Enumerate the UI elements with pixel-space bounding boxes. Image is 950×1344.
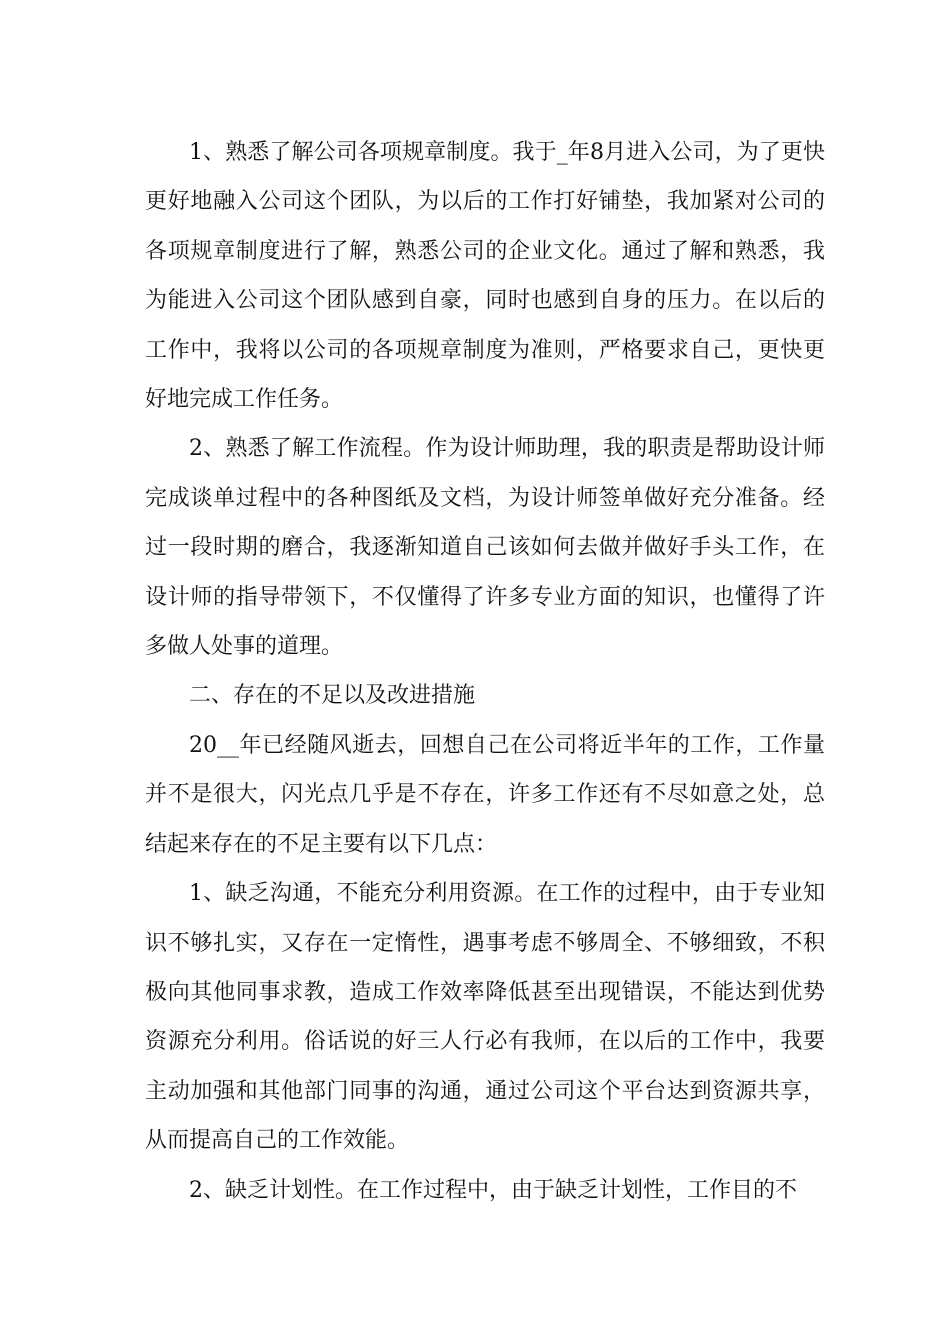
section-heading-shortcomings: 二、存在的不足以及改进措施	[189, 683, 476, 709]
paragraph-lack-communication: 1、缺乏沟通，不能充分利用资源。在工作的过程中，由于专业知识不够扎实，又存在一定惰性，遇事考虑不够周全、不够细致，不积极向其他同事求教，造成工作效率降低甚至出现错误，不能达到优势资源充分利用。俗话说的好三人行必有我师，在以后的工作中，我要主动加强和其他部门同事的沟通，通过公司这个平台达到资源共享，从而提高自己的工作效能。	[145, 881, 825, 1154]
paragraph-year-review: 20__年已经随风逝去，回想自己在公司将近半年的工作，工作量并不是很大，闪光点几乎是不存在，许多工作还有不尽如意之处，总结起来存在的不足主要有以下几点：	[145, 732, 825, 857]
document-body	[145, 128, 825, 1215]
paragraph-familiar-rules: 1、熟悉了解公司各项规章制度。我于_年8月进入公司，为了更快更好地融入公司这个团队，为以后的工作打好铺垫，我加紧对公司的各项规章制度进行了解，熟悉公司的企业文化。通过了解和熟悉，我为能进入公司这个团队感到自豪，同时也感到自身的压力。在以后的工作中，我将以公司的各项规章制度为准则，严格要求自己，更快更好地完成工作任务。	[145, 140, 825, 413]
paragraph-familiar-workflow: 2、熟悉了解工作流程。作为设计师助理，我的职责是帮助设计师完成谈单过程中的各种图纸及文档，为设计师签单做好充分准备。经过一段时期的磨合，我逐渐知道自己该如何去做并做好手头工作，在设计师的指导带领下，不仅懂得了许多专业方面的知识，也懂得了许多做人处事的道理。	[145, 436, 825, 660]
paragraph-lack-planning: 2、缺乏计划性。在工作过程中，由于缺乏计划性，工作目的不	[189, 1177, 797, 1203]
